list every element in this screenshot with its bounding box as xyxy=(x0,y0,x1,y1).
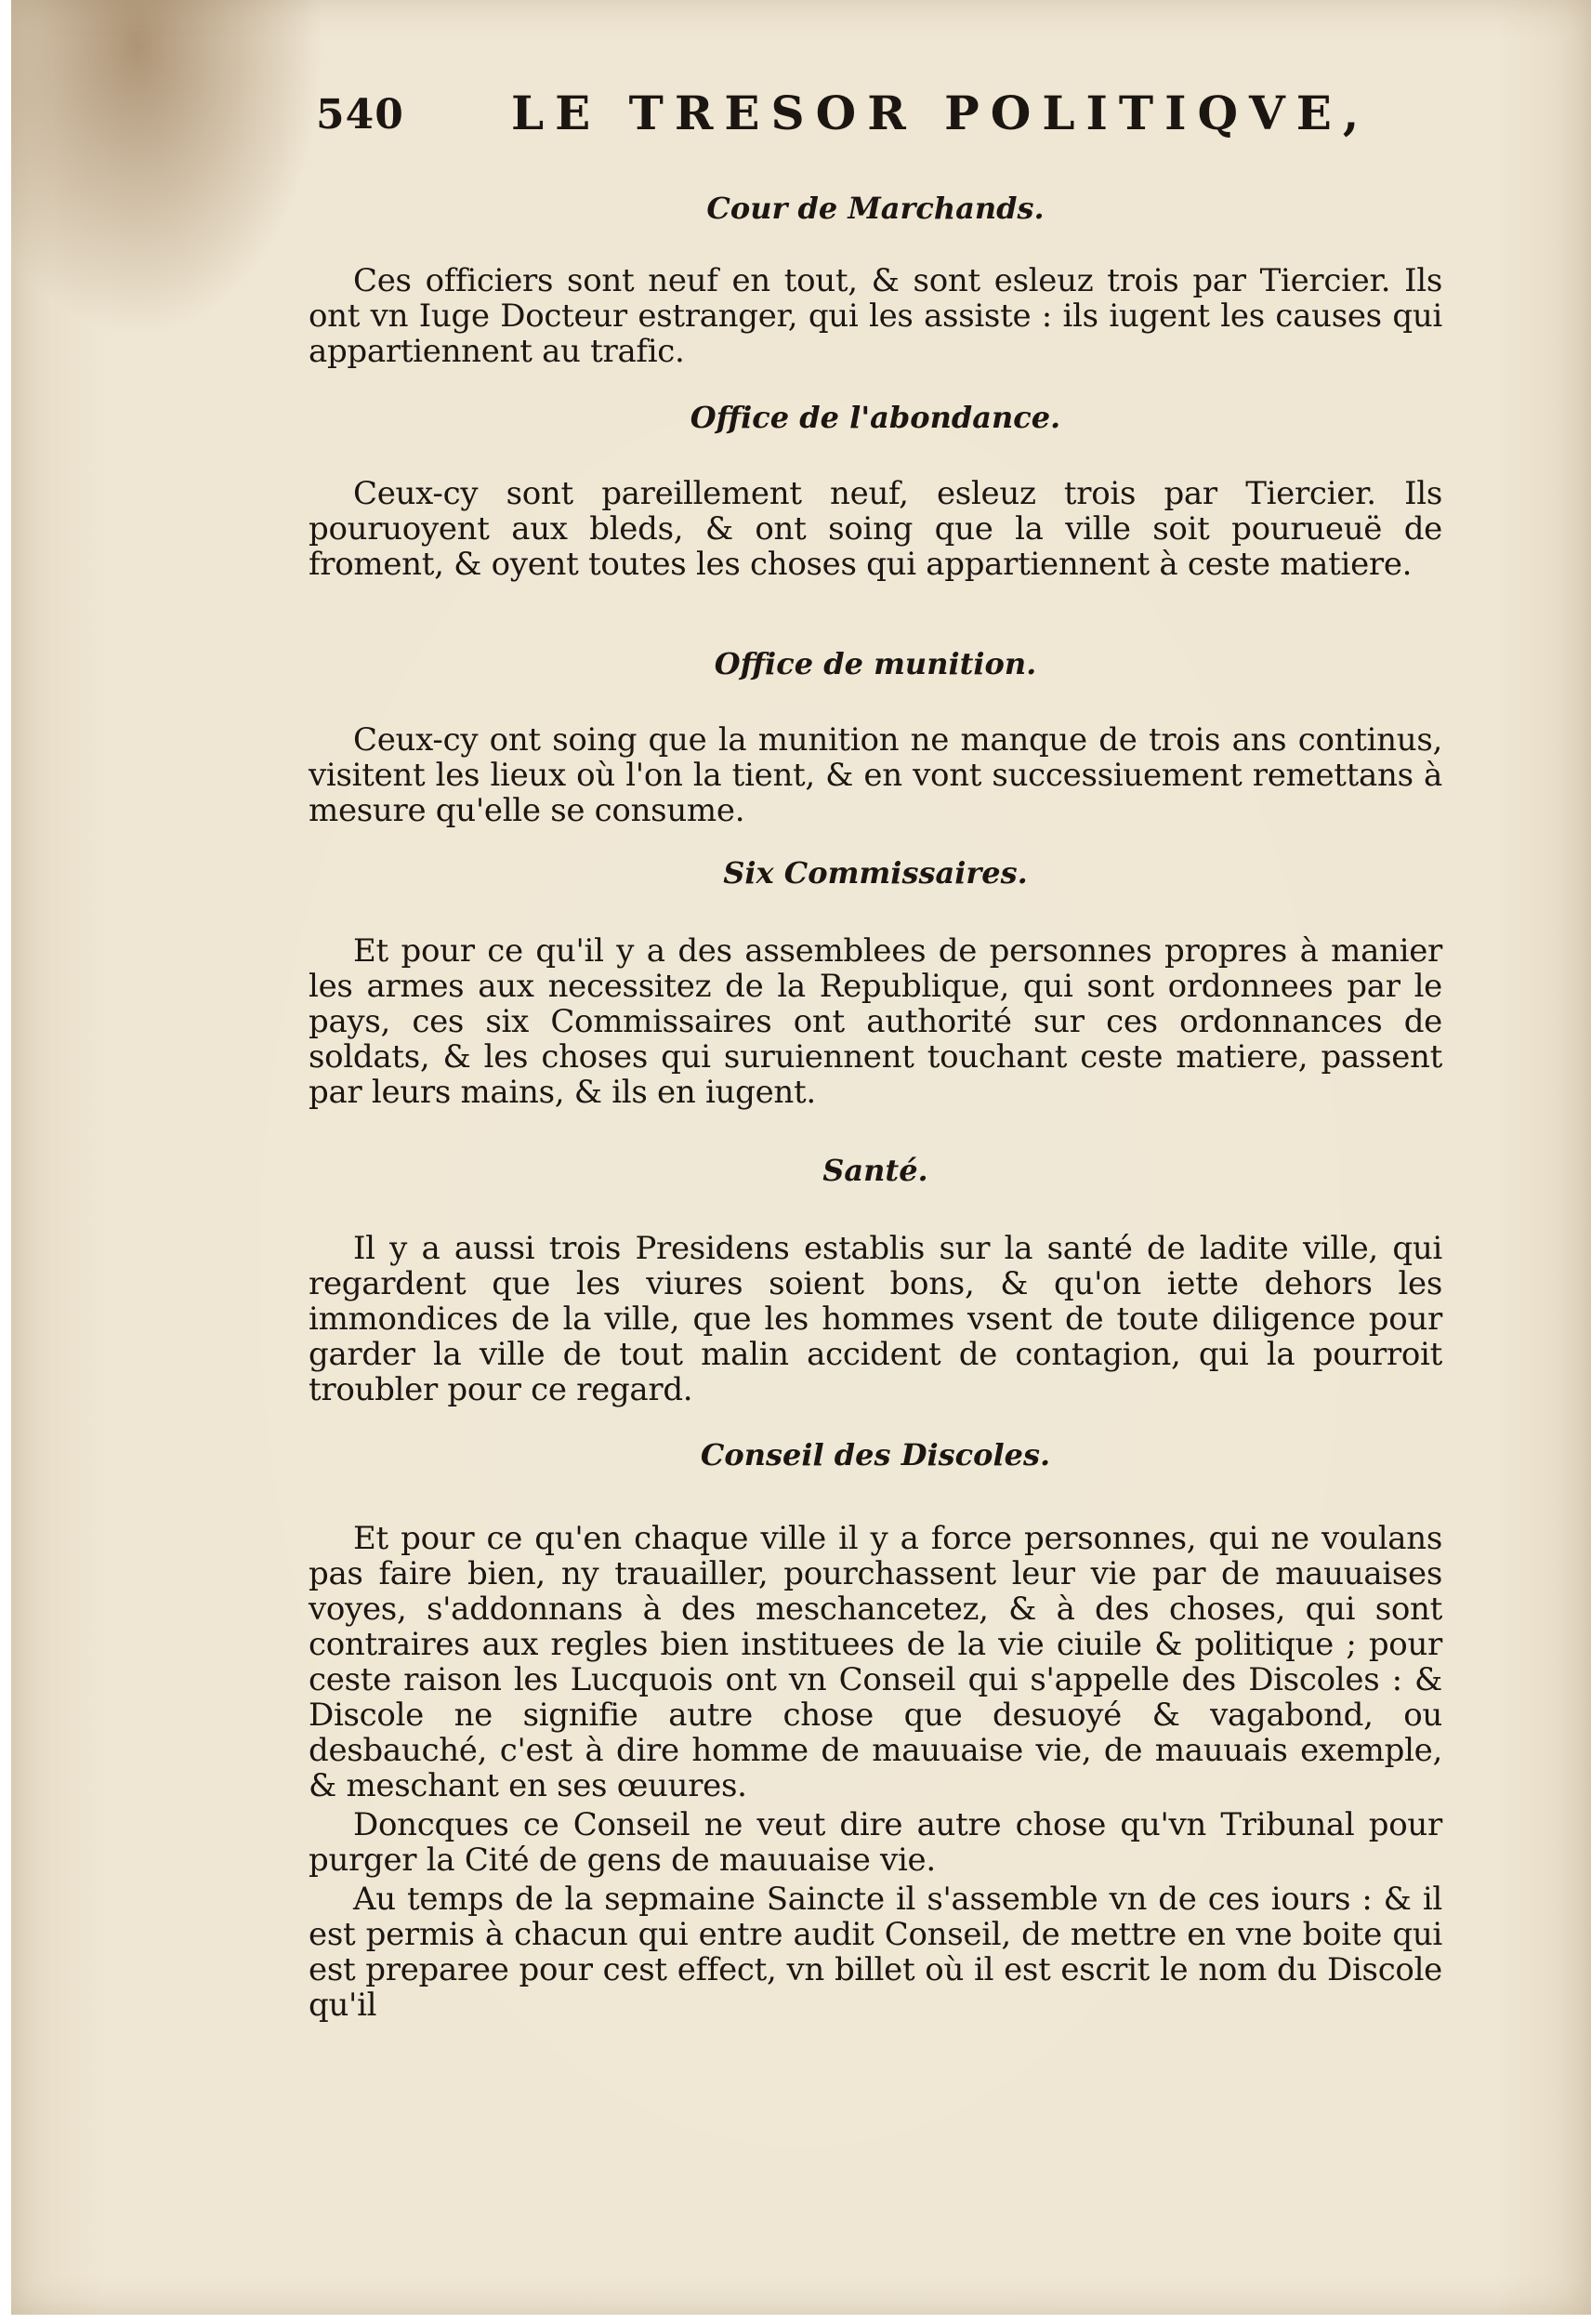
book-page xyxy=(11,0,1591,2315)
section-sante xyxy=(309,1153,1442,1407)
paragraph: Ceux-cy sont pareillement neuf, esleuz trois par Tiercier. Ils pouruoyent aux bleds, & ont soing que la ville soit pourueuë de froment, & oyent toutes les choses qui appartiennent à ceste matiere. xyxy=(309,475,1442,583)
section-heading: Six Commissaires. xyxy=(723,855,1028,891)
paragraph: Et pour ce qu'en chaque ville il y a force personnes, qui ne voulans pas faire bien, ny trauailler, pourchassent leur vie par de mauuaises voyes, s'addonnans à des meschancetez, & à des choses, qui sont contraires aux regles bien instituees de la vie ciuile & politique ; pour ceste raison les Lucquois ont vn Conseil qui s'appelle des Discoles : & Discole ne signifie autre chose que desuoyé & vagabond, ou desbauché, c'est à dire homme de mauuaise vie, de mauuais exemple, & meschant en ses œuures. xyxy=(309,1520,1442,1804)
section-office-abondance xyxy=(309,400,1442,582)
paragraph: Il y a aussi trois Presidens establis sur la santé de ladite ville, qui regardent que les viures soient bons, & qu'on iette dehors les immondices de la ville, que les hommes vsent de toute diligence pour garder la ville de tout malin accident de contagion, qui la pourroit troubler pour ce regard. xyxy=(309,1230,1442,1408)
section-heading: Santé. xyxy=(822,1153,928,1188)
paragraph: Ces officiers sont neuf en tout, & sont esleuz trois par Tiercier. Ils ont vn Iuge Docteur estranger, qui les assiste : ils iugent les causes qui appartiennent au trafic. xyxy=(309,262,1442,370)
paragraph: Au temps de la sepmaine Saincte il s'assemble vn de ces iours : & il est permis à chacun qui entre audit Conseil, de mettre en vne boite qui est preparee pour cest effect, vn billet où il est escrit le nom du Discole qu'il xyxy=(309,1881,1442,2024)
section-office-munition xyxy=(309,646,1442,828)
section-cour-de-marchands xyxy=(309,191,1442,369)
section-heading: Office de l'abondance. xyxy=(690,400,1061,435)
paragraph: Ceux-cy ont soing que la munition ne manque de trois ans continus, visitent les lieux où l'on la tient, & en vont successiuement remettans à mesure qu'elle se consume. xyxy=(309,721,1442,829)
section-heading: Office de munition. xyxy=(714,646,1037,681)
section-six-commissaires xyxy=(309,855,1442,1110)
section-heading: Cour de Marchands. xyxy=(706,191,1045,226)
section-heading: Conseil des Discoles. xyxy=(700,1437,1051,1472)
paragraph: Et pour ce qu'il y a des assemblees de personnes propres à manier les armes aux necessitez de la Republique, qui sont ordonnees par le pays, ces six Commissaires ont authorité sur ces ordonnances de soldats, & les choses qui suruiennent touchant ceste matiere, passent par leurs mains, & ils en iugent. xyxy=(309,932,1442,1111)
running-title: LE TRESOR POLITIQVE, xyxy=(511,86,1371,140)
section-conseil-des-discoles xyxy=(309,1437,1442,2023)
page-number: 540 xyxy=(316,91,404,139)
page-header xyxy=(316,86,1450,151)
paragraph: Doncques ce Conseil ne veut dire autre chose qu'vn Tribunal pour purger la Cité de gens de mauuaise vie. xyxy=(309,1806,1442,1879)
